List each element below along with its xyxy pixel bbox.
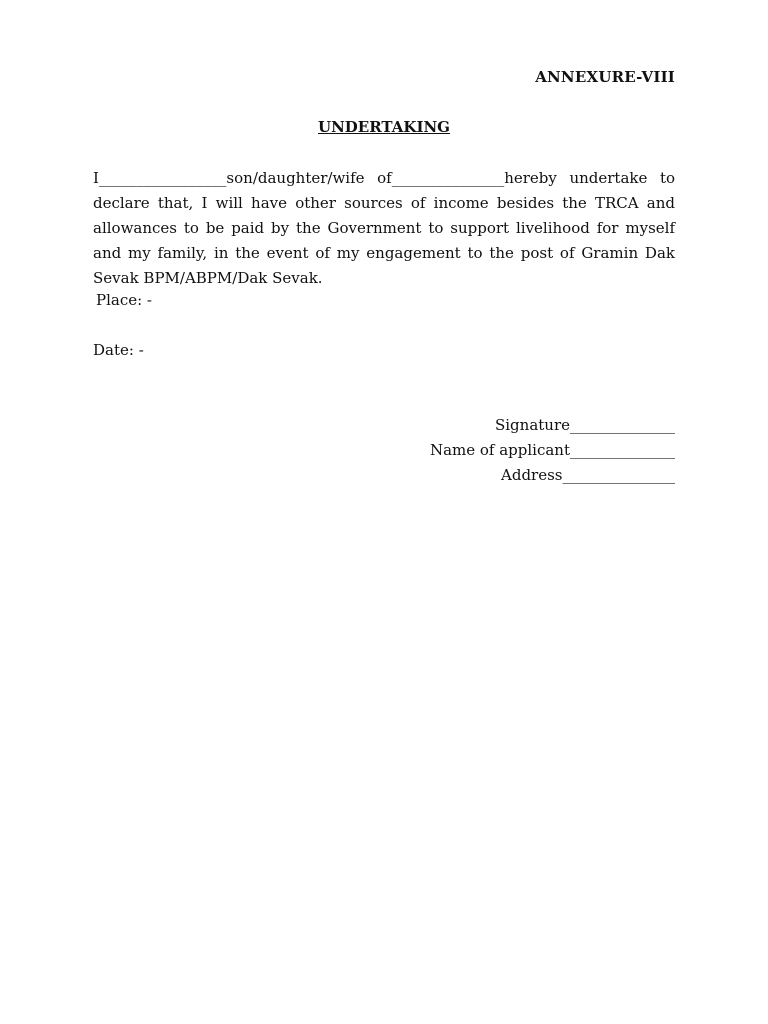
address-field: Address_______________: [501, 466, 675, 484]
date-field: Date: -: [93, 341, 144, 359]
place-field: Place: -: [96, 291, 153, 309]
undertaking-paragraph: I_________________son/daughter/wife of_______________hereby undertake to declare that, I will have other sources of income besides the TRCA and allowances to be paid by the Government to support livelihood for myself and my family, in the event of my engagement to the post of Gramin Dak Sevak BPM/ABPM/Dak Sevak.: [93, 169, 675, 287]
applicant-name-field: Name of applicant______________: [429, 441, 675, 459]
signature-field: Signature______________: [494, 416, 675, 434]
page-title: UNDERTAKING: [318, 118, 450, 136]
annexure-label: ANNEXURE-VIII: [535, 68, 675, 86]
